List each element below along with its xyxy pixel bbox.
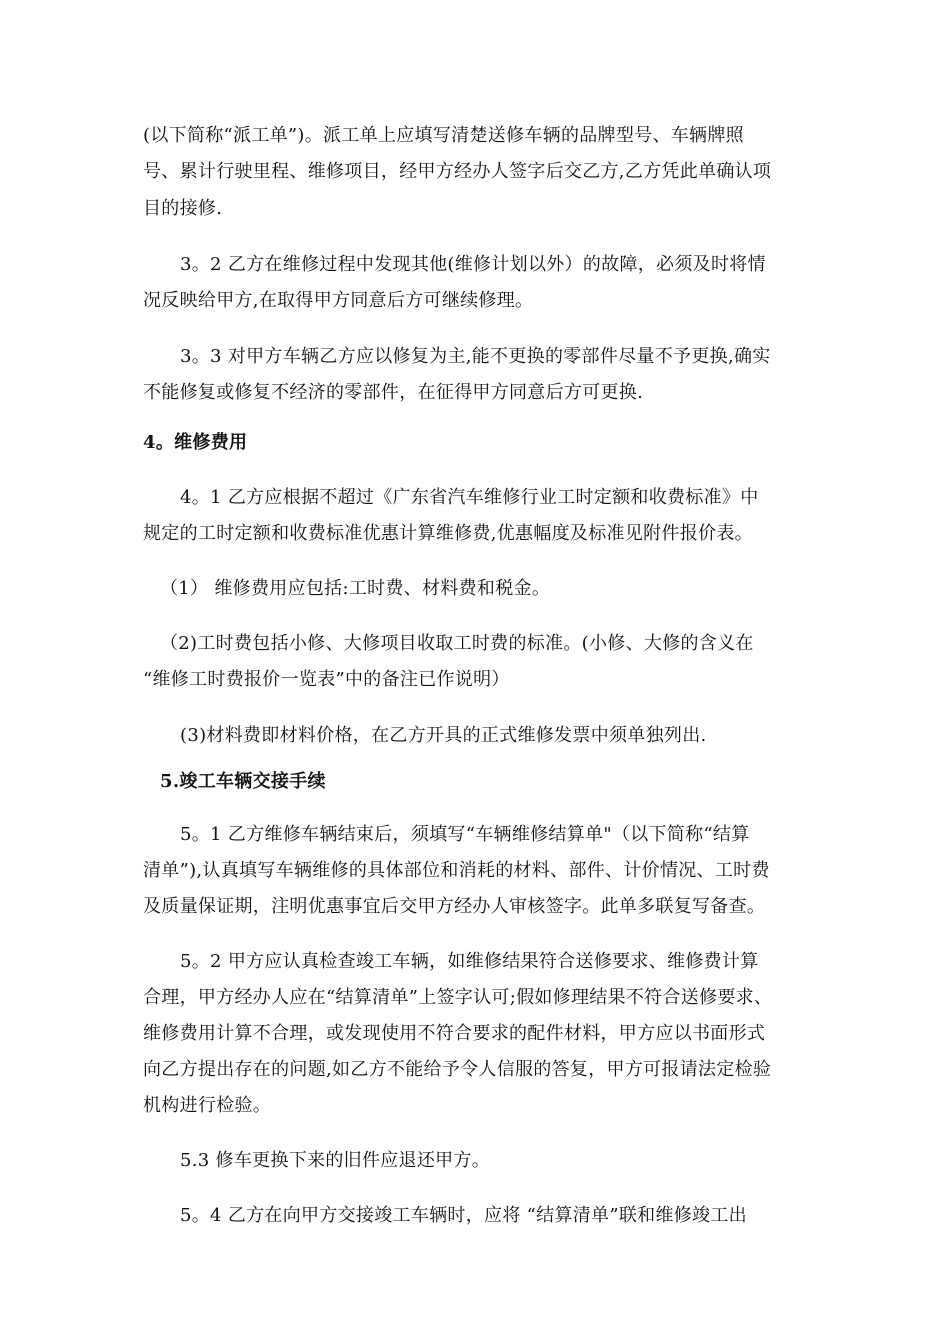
paragraph-line: 向乙方提出存在的问题,如乙方不能给予令人信服的答复，甲方可报请法定检验 [143,1059,772,1080]
paragraph-line: 合理，甲方经办人应在“结算清单”上签字认可;假如修理结果不符合送修要求、 [143,987,773,1008]
paragraph-line: 机构进行检验。 [143,1095,272,1116]
section-heading: 4。维修费用 [143,432,248,453]
paragraph-line: （2)工时费包括小修、大修项目收取工时费的标准。(小修、大修的含义在 [160,633,754,654]
paragraph-line: “维修工时费报价一览表”中的备注已作说明） [143,669,510,690]
paragraph-line: 4。1 乙方应根据不超过《广东省汽车维修行业工时定额和收费标准》中 [180,487,759,508]
paragraph-line: 规定的工时定额和收费标准优惠计算维修费,优惠幅度及标准见附件报价表。 [143,523,753,544]
paragraph-line: 5。4 乙方在向甲方交接竣工车辆时，应将 “结算清单”联和维修竣工出 [180,1205,747,1226]
paragraph-line: 5。1 乙方维修车辆结束后，须填写“车辆维修结算单"（以下简称“结算 [180,824,750,845]
paragraph-line: 目的接修. [143,198,223,219]
paragraph-line: 5。2 甲方应认真检查竣工车辆，如维修结果符合送修要求、维修费计算 [180,951,759,972]
paragraph-line: 清单”),认真填写车辆维修的具体部位和消耗的材料、部件、计价情况、工时费 [143,860,770,881]
paragraph-line: (以下简称“派工单”)。派工单上应填写清楚送修车辆的品牌型号、车辆牌照 [143,125,744,146]
paragraph-line: 3。3 对甲方车辆乙方应以修复为主,能不更换的零部件尽量不予更换,确实 [180,346,771,367]
paragraph-line: 及质量保证期，注明优惠事宜后交甲方经办人审核签字。此单多联复写备查。 [143,896,766,917]
paragraph-line: 5.3 修车更换下来的旧件应退还甲方。 [180,1150,491,1171]
paragraph-line: 况反映给甲方,在取得甲方同意后方可继续修理。 [143,290,534,311]
paragraph-line: （1） 维修费用应包括:工时费、材料费和税金。 [160,578,551,599]
paragraph-line: (3)材料费即材料价格，在乙方开具的正式维修发票中须单独列出. [180,725,707,746]
paragraph-line: 维修费用计算不合理，或发现使用不符合要求的配件材料，甲方应以书面形式 [143,1023,766,1044]
section-heading: 5.竣工车辆交接手续 [160,771,326,792]
paragraph-line: 号、累计行驶里程、维修项目，经甲方经办人签字后交乙方,乙方凭此单确认项 [143,161,772,182]
paragraph-line: 3。2 乙方在维修过程中发现其他(维修计划以外）的故障，必须及时将情 [180,254,766,275]
paragraph-line: 不能修复或修复不经济的零部件，在征得甲方同意后方可更换. [143,382,644,403]
